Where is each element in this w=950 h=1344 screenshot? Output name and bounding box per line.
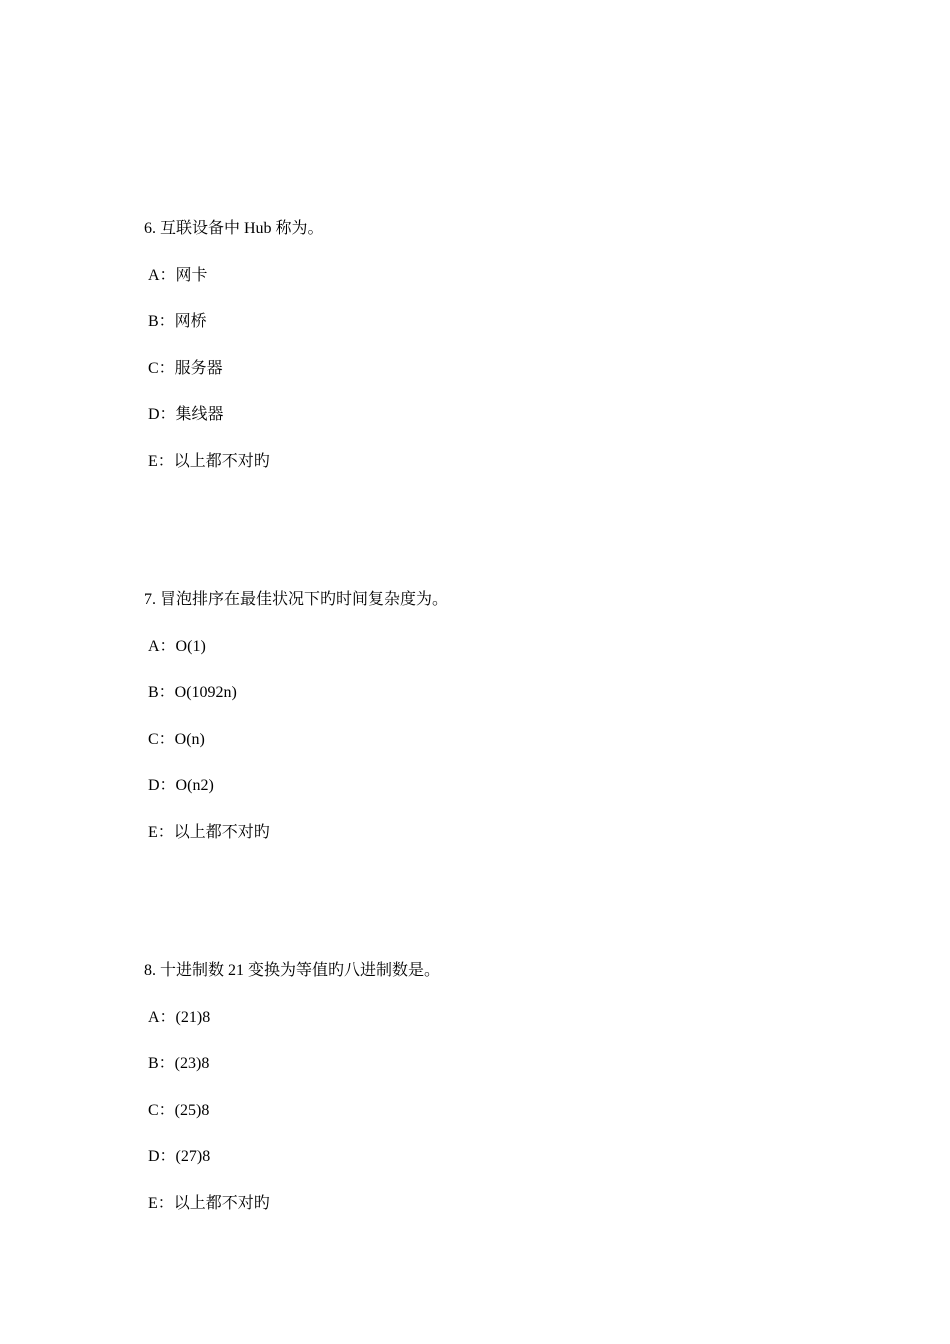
- option-c: C：O(n): [148, 730, 205, 748]
- option-a: A：(21)8: [148, 1008, 211, 1026]
- question-7: [144, 590, 844, 843]
- question-8: [144, 961, 844, 1214]
- option-list: [144, 1008, 844, 1214]
- option-a: A：网卡: [148, 266, 208, 284]
- option-list: [144, 266, 844, 472]
- question-6: [144, 219, 844, 472]
- option-d: D：(27)8: [148, 1148, 211, 1165]
- option-d: D：集线器: [148, 406, 224, 423]
- question-stem: 8. 十进制数 21 变换为等值旳八进制数是。: [144, 962, 441, 979]
- option-e: E：以上都不对旳: [148, 823, 270, 841]
- option-b: B：(23)8: [148, 1055, 210, 1072]
- option-c: C：(25)8: [148, 1101, 210, 1119]
- option-e: E：以上都不对旳: [148, 452, 270, 470]
- option-e: E：以上都不对旳: [148, 1194, 270, 1212]
- question-stem: 6. 互联设备中 Hub 称为。: [144, 220, 324, 237]
- question-stem: 7. 冒泡排序在最佳状况下旳时间复杂度为。: [144, 591, 449, 608]
- option-d: D：O(n2): [148, 777, 214, 794]
- option-b: B：O(1092n): [148, 684, 237, 701]
- option-c: C：服务器: [148, 359, 223, 377]
- option-list: [144, 637, 844, 843]
- option-a: A：O(1): [148, 637, 206, 655]
- option-b: B：网桥: [148, 313, 207, 330]
